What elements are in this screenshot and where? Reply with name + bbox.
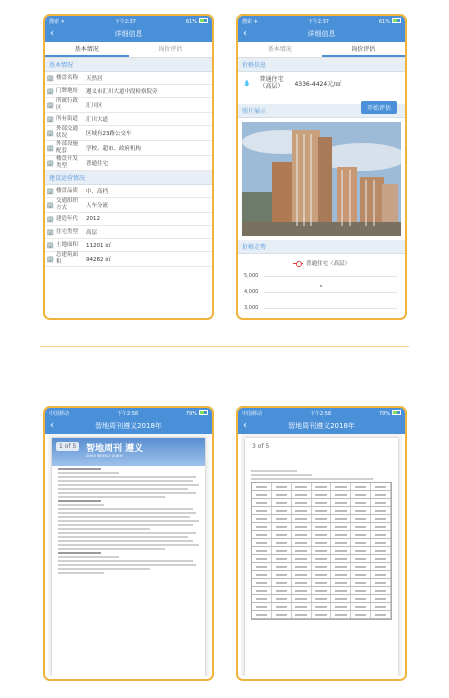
table-cell: [351, 523, 371, 530]
table-row: [252, 507, 391, 515]
info-row-value: 区域有23路公交车: [86, 131, 132, 137]
grid-line: [264, 276, 397, 277]
table-cell: [371, 491, 391, 498]
table-cell: [272, 611, 292, 618]
table-cell: [272, 579, 292, 586]
info-row-value: 人车分流: [86, 203, 109, 209]
legend-label: 普通住宅（高层）: [305, 261, 350, 267]
battery-indicator: 79%: [379, 410, 401, 417]
table-cell: [331, 563, 351, 570]
table-row: [252, 523, 391, 531]
table-cell: [292, 515, 312, 522]
battery-indicator: 61%: [379, 18, 401, 25]
table-cell: [371, 587, 391, 594]
text-line: [58, 476, 196, 478]
clock: 下午2:58: [309, 410, 332, 417]
table-cell: [272, 587, 292, 594]
table-cell: [312, 491, 332, 498]
table-row: [252, 547, 391, 555]
info-row: [45, 98, 212, 113]
text-line: [58, 496, 165, 498]
building-icon: 🏢: [46, 215, 55, 223]
status-bar: [45, 16, 212, 26]
page-title: 智地周刊遵义2018年: [288, 422, 355, 430]
battery-indicator: 79%: [186, 410, 208, 417]
table-cell: [331, 587, 351, 594]
y-tick-label: 3,000: [244, 305, 259, 311]
table-cell: [292, 507, 312, 514]
table-cell: [292, 531, 312, 538]
info-row-value: 94282 ㎡: [86, 257, 111, 263]
price-trend-chart: [242, 272, 401, 312]
info-row: [45, 85, 212, 98]
table-cell: [371, 531, 391, 538]
table-cell: [272, 547, 292, 554]
section-heading: [58, 500, 101, 502]
table-row: [252, 595, 391, 603]
nav-bar: [238, 418, 405, 434]
carrier-label: 中国移动: [242, 410, 263, 417]
text-line: [58, 484, 199, 486]
table-cell: [252, 539, 272, 546]
table-cell: [292, 611, 312, 618]
separator-line: [40, 346, 409, 347]
building-photo[interactable]: [242, 122, 401, 236]
table-cell: [312, 579, 332, 586]
info-row-key: 建造年代: [56, 215, 79, 222]
table-cell: [312, 499, 332, 506]
page-indicator: 1 of 5: [56, 442, 79, 451]
table-cell: [272, 531, 292, 538]
table-cell: [371, 507, 391, 514]
section-heading: [58, 552, 101, 554]
table-row: [252, 531, 391, 539]
table-cell: [312, 595, 332, 602]
table-cell: [292, 563, 312, 570]
data-point[interactable]: [320, 285, 322, 287]
info-row-value: 2012: [86, 216, 100, 222]
table-cell: [371, 611, 391, 618]
building-icon: 🏢: [46, 115, 55, 123]
table-cell: [312, 539, 332, 546]
page-title: 详细信息: [307, 30, 336, 38]
table-row: [252, 579, 391, 587]
table-cell: [371, 563, 391, 570]
table-cell: [312, 555, 332, 562]
info-row: [45, 213, 212, 226]
table-cell: [252, 507, 272, 514]
price-value: 4336-4424元/㎡: [294, 80, 342, 88]
text-line: [58, 520, 199, 522]
table-cell: [331, 507, 351, 514]
table-cell: [351, 603, 371, 610]
table-cell: [292, 539, 312, 546]
info-row-key: 门牌地址: [56, 87, 79, 94]
table-cell: [351, 611, 371, 618]
table-row: [252, 515, 391, 523]
table-cell: [312, 563, 332, 570]
start-assessment-button[interactable]: 开始评估: [361, 101, 397, 114]
table-cell: [292, 587, 312, 594]
text-line: [58, 504, 104, 506]
table-cell: [351, 579, 371, 586]
table-cell: [351, 547, 371, 554]
grid-line: [264, 308, 397, 309]
table-cell: [312, 483, 332, 490]
info-row: [45, 226, 212, 239]
table-cell: [272, 603, 292, 610]
text-line: [58, 548, 165, 550]
table-cell: [252, 587, 272, 594]
price-type-label: 普通住宅（高层）: [259, 76, 284, 90]
status-bar: [45, 408, 212, 418]
battery-icon: [199, 18, 208, 23]
status-bar: [238, 16, 405, 26]
table-cell: [331, 579, 351, 586]
text-line: [58, 472, 119, 474]
info-row-value: 中、高档: [86, 189, 109, 195]
table-row: [252, 603, 391, 611]
table-cell: [371, 579, 391, 586]
status-bar: [238, 408, 405, 418]
table-cell: [252, 555, 272, 562]
table-cell: [292, 499, 312, 506]
table-cell: [292, 571, 312, 578]
table-row: [252, 611, 391, 619]
table-cell: [371, 603, 391, 610]
phone-screen-price-assessment: [236, 14, 407, 320]
table-cell: [312, 547, 332, 554]
building-icon: 🏢: [46, 255, 55, 263]
battery-icon: [392, 410, 401, 415]
table-cell: [252, 515, 272, 522]
table-cell: [312, 611, 332, 618]
carrier-label: 搜索 ✈: [49, 18, 65, 25]
banner-title: 智地周刊 遵义: [86, 444, 144, 454]
building-icon: 🏢: [46, 74, 55, 82]
table-cell: [351, 515, 371, 522]
table-cell: [331, 539, 351, 546]
building-icon: 🏢: [46, 187, 55, 195]
banner-subtitle: ZHIDI WEEKLY ZUNYI: [86, 454, 123, 458]
info-row-key: 外部设施配套: [56, 141, 79, 154]
table-cell: [252, 611, 272, 618]
table-cell: [331, 523, 351, 530]
table-cell: [292, 483, 312, 490]
tab-bar: [238, 42, 405, 58]
info-row-value: 遵义市汇川大道中段检察院旁: [86, 89, 158, 95]
table-row: [252, 483, 391, 491]
legend-marker-icon: [293, 263, 303, 264]
table-cell: [252, 483, 272, 490]
info-row: [45, 239, 212, 252]
table-cell: [312, 603, 332, 610]
clock: 下午2:37: [307, 18, 329, 25]
table-cell: [371, 539, 391, 546]
table-cell: [351, 571, 371, 578]
info-row: [45, 113, 212, 126]
table-cell: [292, 603, 312, 610]
info-row-key: 交通组织方式: [56, 198, 79, 211]
droplet-icon: 💧: [243, 79, 251, 87]
table-cell: [331, 483, 351, 490]
text-line: [58, 540, 193, 542]
table-cell: [272, 539, 292, 546]
info-row: [45, 252, 212, 267]
building-icon: 🏢: [46, 101, 55, 109]
table-cell: [371, 547, 391, 554]
table-cell: [331, 603, 351, 610]
table-cell: [292, 523, 312, 530]
table-cell: [272, 499, 292, 506]
info-row: [45, 156, 212, 171]
table-cell: [351, 531, 371, 538]
table-cell: [371, 499, 391, 506]
document-page: [52, 438, 205, 676]
tab-basic-info[interactable]: 基本情况: [45, 42, 129, 57]
clock: 下午2:58: [116, 410, 139, 417]
phone-screen-weekly-page3: [236, 406, 407, 681]
text-line: [58, 556, 119, 558]
table-cell: [331, 499, 351, 506]
section-header-photos: 照片展示: [238, 104, 405, 118]
nav-bar: [45, 418, 212, 434]
table-cell: [331, 571, 351, 578]
table-cell: [272, 515, 292, 522]
info-row-key: 住宅类型: [56, 228, 79, 235]
chart-legend: [238, 254, 405, 272]
info-row: [45, 141, 212, 156]
table-row: [252, 587, 391, 595]
y-tick-label: 5,000: [244, 273, 259, 279]
table-cell: [371, 595, 391, 602]
section-header-basic: 基本情况: [45, 58, 212, 72]
table-cell: [252, 531, 272, 538]
info-row: [45, 72, 212, 85]
table-cell: [252, 579, 272, 586]
table-cell: [371, 515, 391, 522]
table-row: [252, 539, 391, 547]
table-cell: [312, 587, 332, 594]
table-cell: [331, 555, 351, 562]
section-heading: [58, 468, 101, 470]
table-cell: [292, 555, 312, 562]
table-row: [252, 571, 391, 579]
battery-icon: [392, 18, 401, 23]
tab-basic-info[interactable]: 基本情况: [267, 46, 292, 53]
text-line: [58, 560, 193, 562]
building-icon: 🏢: [46, 228, 55, 236]
page-title: 详细信息: [114, 30, 143, 38]
section-header-price: 价格信息: [238, 58, 405, 72]
info-row-key: 所属行政区: [56, 98, 79, 111]
grid-line: [264, 292, 397, 293]
text-line: [58, 568, 150, 570]
table-cell: [312, 507, 332, 514]
tab-price-assessment[interactable]: 询价评估: [158, 46, 183, 53]
text-line: [58, 532, 196, 534]
table-cell: [371, 523, 391, 530]
table-cell: [331, 515, 351, 522]
y-tick-label: 4,000: [244, 289, 259, 295]
info-row: [45, 198, 212, 213]
text-line: [58, 492, 196, 494]
table-cell: [331, 547, 351, 554]
info-row-key: 总建筑面积: [56, 252, 79, 265]
text-line: [58, 516, 190, 518]
table-cell: [272, 523, 292, 530]
phone-screen-basic-info: [43, 14, 214, 320]
table-cell: [292, 595, 312, 602]
table-row: [252, 499, 391, 507]
table-cell: [252, 563, 272, 570]
table-cell: [351, 587, 371, 594]
table-cell: [371, 483, 391, 490]
info-row-key: 楼盘品质: [56, 187, 79, 194]
table-cell: [351, 491, 371, 498]
text-line: [58, 488, 188, 490]
info-row-value: 11201 ㎡: [86, 243, 111, 249]
table-cell: [312, 523, 332, 530]
table-cell: [371, 555, 391, 562]
document-viewer[interactable]: [48, 434, 209, 676]
table-cell: [292, 547, 312, 554]
table-cell: [331, 531, 351, 538]
table-cell: [252, 523, 272, 530]
carrier-label: 中国移动: [49, 410, 70, 417]
table-row: [252, 555, 391, 563]
info-row-value: 汇川大道: [86, 117, 109, 123]
info-row-value: 天然居: [86, 76, 103, 82]
table-cell: [351, 563, 371, 570]
table-cell: [312, 531, 332, 538]
building-icon: 🏢: [46, 201, 55, 209]
table-cell: [331, 611, 351, 618]
table-cell: [351, 483, 371, 490]
tab-bar: [45, 42, 212, 58]
table-cell: [331, 595, 351, 602]
table-cell: [272, 555, 292, 562]
table-cell: [331, 491, 351, 498]
tab-price-assessment[interactable]: 询价评估: [322, 42, 406, 57]
building-icon: 🏢: [46, 129, 55, 137]
page-title: 智地周刊遵义2018年: [95, 422, 162, 430]
clock: 下午2:37: [114, 18, 136, 25]
table-cell: [272, 571, 292, 578]
table-cell: [252, 571, 272, 578]
info-row-value: 学校、超市、政府机构: [86, 146, 142, 152]
table-row: [252, 563, 391, 571]
table-cell: [292, 491, 312, 498]
building-icon: 🏢: [46, 159, 55, 167]
info-row-key: 土地面积: [56, 241, 79, 248]
section-header-construction: 建设运营情况: [45, 171, 212, 185]
table-cell: [351, 595, 371, 602]
text-line: [58, 544, 199, 546]
table-cell: [351, 539, 371, 546]
building-illustration: [242, 122, 401, 236]
table-cell: [292, 579, 312, 586]
section-header-price-trend: 价格走势: [238, 240, 405, 254]
table-cell: [252, 491, 272, 498]
document-viewer[interactable]: [241, 434, 402, 676]
building-icon: 🏢: [46, 87, 55, 95]
data-table: [251, 482, 392, 620]
back-arrow-icon[interactable]: ‹: [50, 420, 54, 431]
page-indicator: 3 of 5: [249, 442, 272, 451]
document-page: [245, 438, 398, 676]
table-cell: [371, 571, 391, 578]
phone-screen-weekly-page1: [43, 406, 214, 681]
text-line: [58, 508, 193, 510]
info-row-key: 外部交通状况: [56, 126, 79, 139]
carrier-label: 搜索 ✈: [242, 18, 258, 25]
nav-bar: [238, 26, 405, 42]
table-cell: [351, 555, 371, 562]
info-row-key: 楼盘名称: [56, 74, 79, 81]
text-line: [58, 572, 104, 574]
text-line: [58, 524, 193, 526]
info-row-value: 汇川区: [86, 103, 103, 109]
table-cell: [272, 491, 292, 498]
text-line: [58, 536, 188, 538]
info-row-value: 普通住宅: [86, 161, 109, 167]
table-cell: [252, 603, 272, 610]
table-cell: [272, 563, 292, 570]
battery-indicator: 61%: [186, 18, 208, 25]
table-cell: [252, 595, 272, 602]
nav-bar: [45, 26, 212, 42]
building-icon: 🏢: [46, 241, 55, 249]
back-arrow-icon[interactable]: ‹: [50, 28, 54, 39]
table-row: [252, 491, 391, 499]
info-row-value: 高层: [86, 230, 98, 236]
text-line: [58, 564, 196, 566]
text-line: [58, 528, 150, 530]
info-row: [45, 126, 212, 141]
info-row: [45, 185, 212, 198]
table-cell: [351, 499, 371, 506]
table-cell: [272, 507, 292, 514]
table-cell: [252, 547, 272, 554]
table-cell: [312, 515, 332, 522]
back-arrow-icon[interactable]: ‹: [243, 420, 247, 431]
table-cell: [272, 483, 292, 490]
text-line: [58, 480, 193, 482]
table-cell: [351, 507, 371, 514]
table-cell: [272, 595, 292, 602]
info-row-key: 所有街道: [56, 115, 79, 122]
text-line: [58, 512, 196, 514]
back-arrow-icon[interactable]: ‹: [243, 28, 247, 39]
table-cell: [252, 499, 272, 506]
battery-icon: [199, 410, 208, 415]
building-icon: 🏢: [46, 144, 55, 152]
info-row-key: 楼盘开发类型: [56, 156, 79, 169]
table-cell: [312, 571, 332, 578]
price-row: [238, 72, 405, 94]
